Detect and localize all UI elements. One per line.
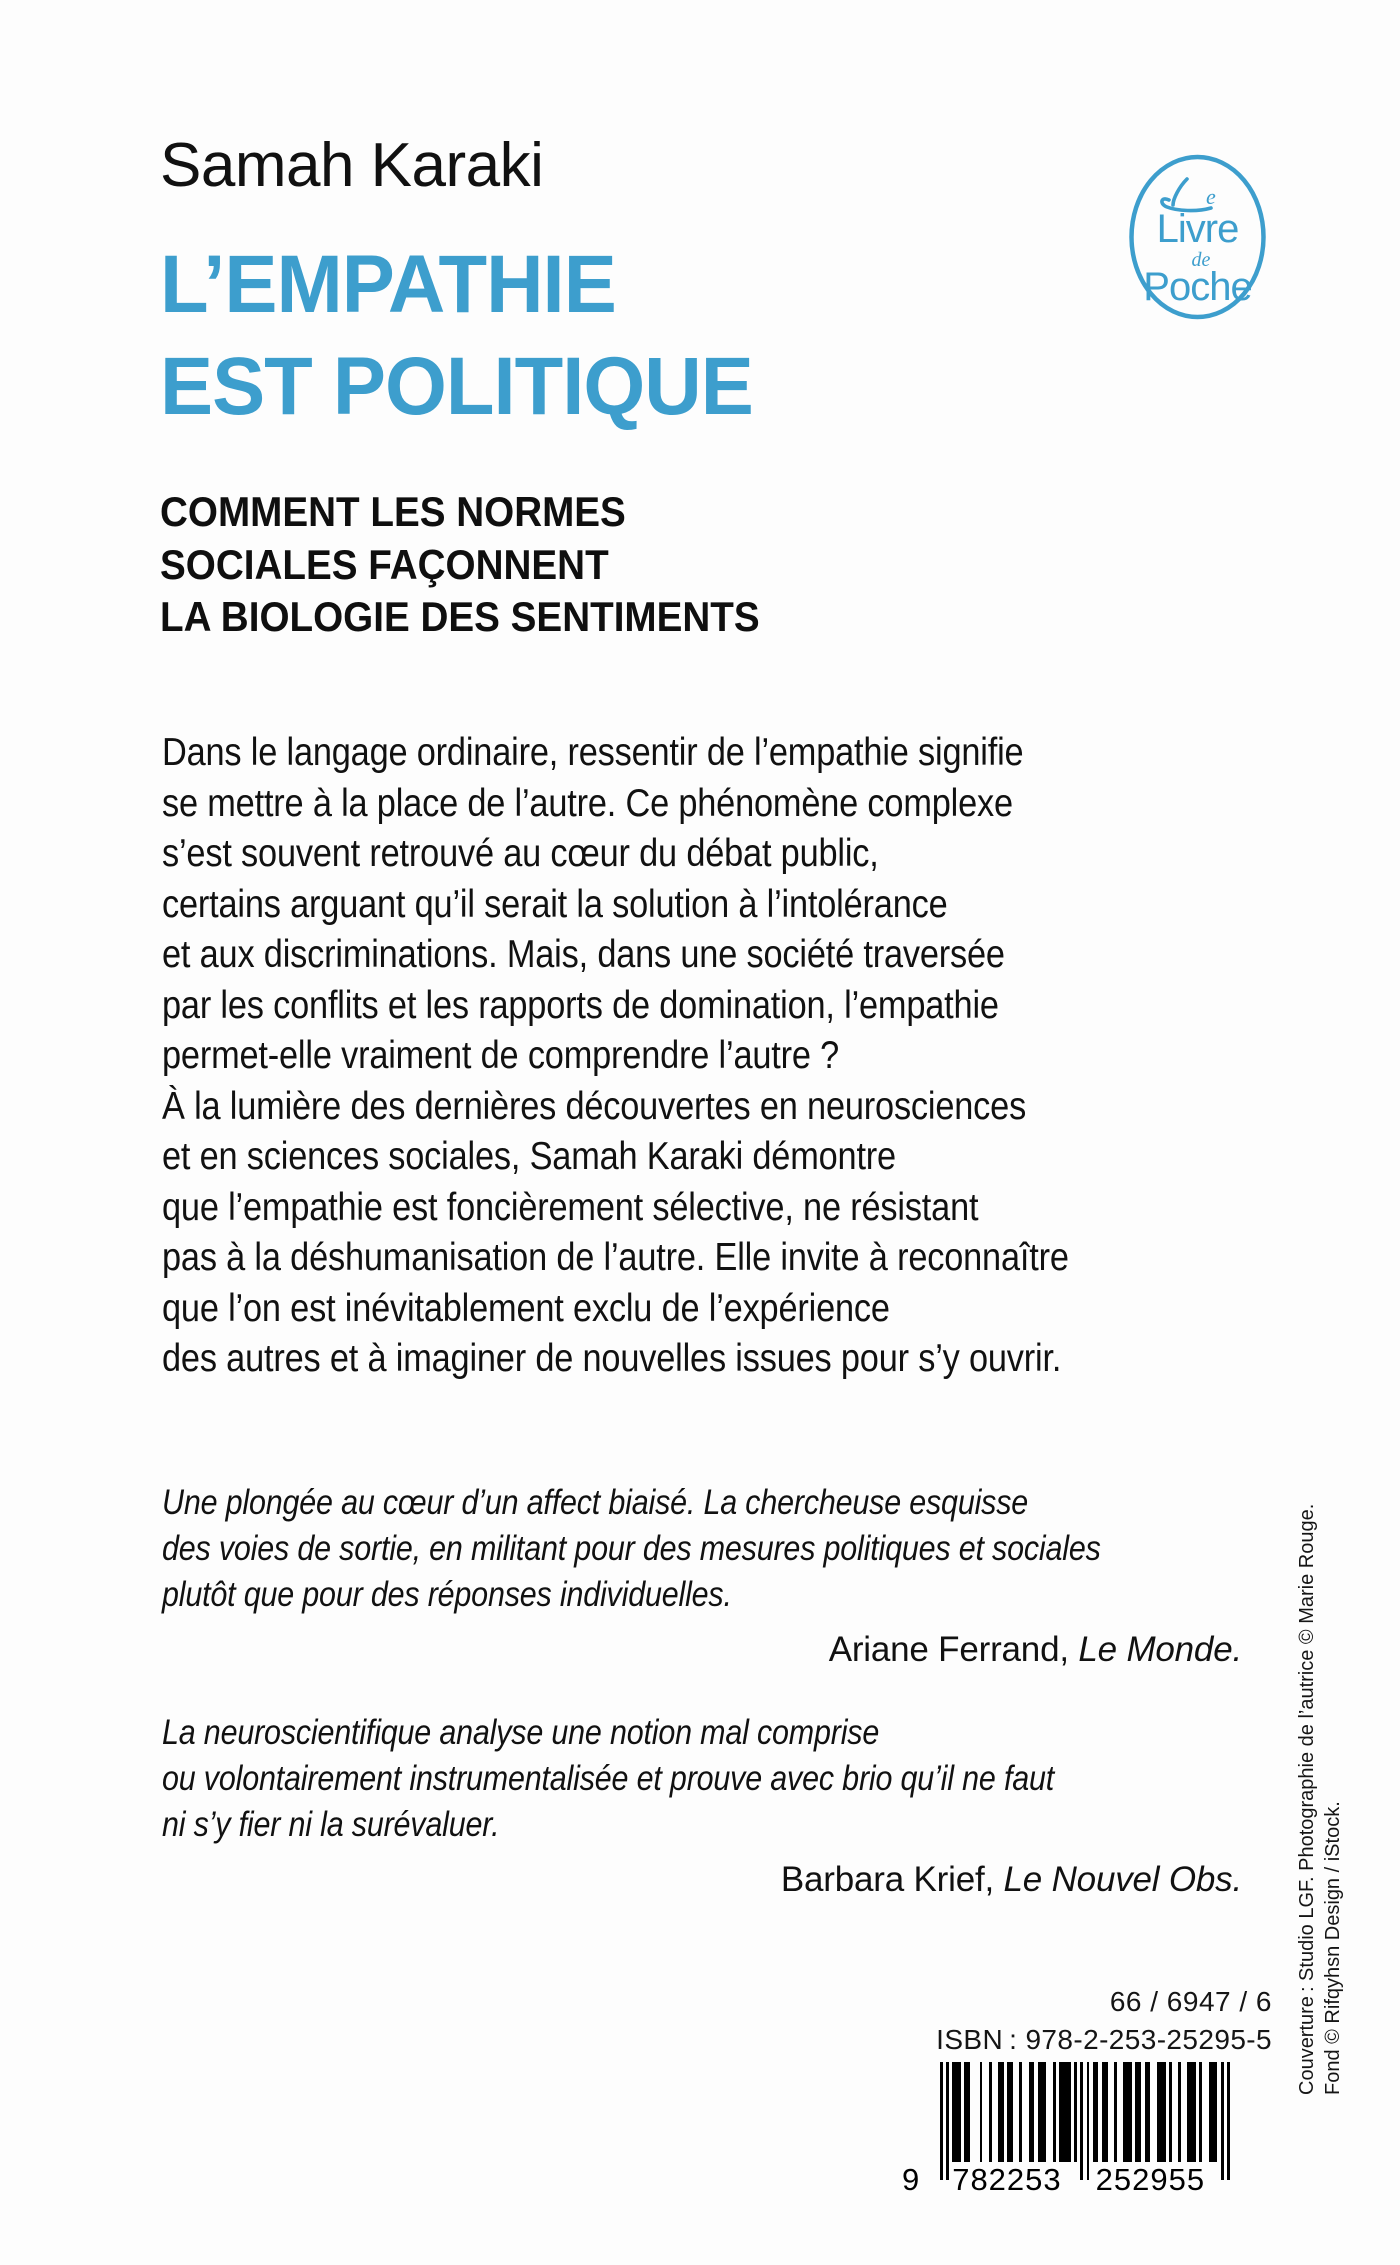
- book-title: [160, 239, 920, 433]
- barcode-bar: [1102, 2062, 1108, 2162]
- quote-line: plutôt que pour des réponses individuelles.: [162, 1575, 732, 1614]
- barcode-right-group: 252955: [1095, 2162, 1206, 2197]
- barcode-lead-digit: 9: [902, 2162, 921, 2197]
- barcode-bar: [989, 2062, 992, 2162]
- quote-credit-2: [162, 1860, 1242, 1900]
- quote-author: Ariane Ferrand,: [828, 1630, 1069, 1669]
- barcode-bar: [1199, 2062, 1202, 2162]
- barcode-left-group: 782253: [952, 2162, 1062, 2197]
- blurb-line: s’est souvent retrouvé au cœur du débat public,: [162, 832, 879, 875]
- barcode-bar: [1038, 2062, 1047, 2162]
- blurb-line: que l’empathie est foncièrement sélective, ne résistant: [162, 1185, 979, 1229]
- barcode-bar: [1019, 2062, 1022, 2162]
- barcode-bar: [952, 2062, 961, 2162]
- vertical-credits: [1274, 1395, 1344, 2095]
- barcode-bar: [998, 2062, 1004, 2162]
- quote-outlet: Le Nouvel Obs.: [1003, 1860, 1242, 1899]
- blurb-line: certains arguant qu’il serait la solution à l’intolérance: [162, 882, 948, 926]
- barcode-bar: [1209, 2062, 1218, 2162]
- blurb-line: et en sciences sociales, Samah Karaki démontre: [162, 1135, 896, 1178]
- blurb-line: que l’on est inévitablement exclu de l’expérience: [162, 1286, 890, 1330]
- blurb-line: À la lumière des dernières découvertes en neurosciences: [162, 1084, 1027, 1128]
- barcode-bar: [1029, 2062, 1035, 2162]
- quote-line: des voies de sortie, en militant pour des mesures politiques et sociales: [162, 1529, 1101, 1568]
- credit-background-line: Fond © Rifqyhsn Design / iStock.: [1322, 1801, 1344, 2095]
- author-name: Samah Karaki: [160, 131, 544, 200]
- barcode-bar: [1074, 2062, 1077, 2162]
- quote-author: Barbara Krief,: [780, 1860, 995, 1899]
- blurb-line: pas à la déshumanisation de l’autre. Elle invite à reconnaître: [162, 1236, 1069, 1279]
- blurb-line: Dans le langage ordinaire, ressentir de l’empathie signifie: [162, 731, 1024, 774]
- barcode-bar: [980, 2062, 983, 2162]
- press-quote-1: [162, 1480, 1282, 1670]
- quote-credit-1: [162, 1630, 1242, 1670]
- blurb-line: par les conflits et les rapports de domination, l’empathie: [162, 983, 999, 1027]
- subtitle-line-3: LA BIOLOGIE DES SENTIMENTS: [160, 593, 760, 640]
- barcode-bar: [1093, 2062, 1099, 2162]
- isbn-number: ISBN : 978-2-253-25295-5: [936, 2023, 1272, 2055]
- subtitle-line-2: SOCIALES FAÇONNENT: [160, 540, 609, 588]
- credit-cover-line: Couverture : Studio LGF. Photographie de l’autrice © Marie Rouge.: [1296, 1503, 1318, 2095]
- barcode-bar: [1157, 2062, 1166, 2162]
- barcode-bar: [1053, 2062, 1056, 2162]
- blurb-line: des autres et à imaginer de nouvelles issues pour s’y ouvrir.: [162, 1337, 1062, 1380]
- barcode-bar: [1178, 2062, 1181, 2162]
- barcode-bar: [1135, 2062, 1141, 2162]
- blurb-line: permet-elle vraiment de comprendre l’autre ?: [162, 1034, 840, 1077]
- svg-text:e: e: [1206, 184, 1216, 209]
- svg-text:Livre: Livre: [1156, 207, 1239, 251]
- svg-text:de: de: [1191, 249, 1211, 271]
- book-subtitle: [160, 486, 1000, 644]
- barcode-bar: [1187, 2062, 1196, 2162]
- press-quote-2: [162, 1710, 1282, 1900]
- quote-line: ou volontairement instrumentalisée et prouve avec brio qu’il ne faut: [162, 1759, 1055, 1798]
- title-line-1: L’EMPATHIE: [160, 239, 616, 330]
- title-line-2: EST POLITIQUE: [160, 341, 753, 433]
- barcode-bar: [1007, 2062, 1013, 2162]
- barcode-bar: [1059, 2062, 1071, 2162]
- barcode-digits: [902, 2162, 1238, 2197]
- quote-line: La neuroscientifique analyse une notion mal comprise: [162, 1713, 880, 1752]
- barcode-bar: [1114, 2062, 1117, 2162]
- isbn-block: [936, 1983, 1272, 2059]
- blurb-line: et aux discriminations. Mais, dans une société traversée: [162, 933, 1005, 976]
- blurb-text: [162, 728, 1272, 1385]
- barcode: [902, 2062, 1230, 2212]
- blurb-line: se mettre à la place de l’autre. Ce phénomène complexe: [162, 781, 1013, 825]
- barcode-bar: [1123, 2062, 1132, 2162]
- subtitle-line-1: COMMENT LES NORMES: [160, 488, 626, 535]
- publisher-logo: [1125, 152, 1270, 322]
- barcode-bar: [1169, 2062, 1172, 2162]
- quote-outlet: Le Monde.: [1078, 1630, 1242, 1669]
- barcode-bar: [1145, 2062, 1151, 2162]
- quote-line: ni s’y fier ni la surévaluer.: [162, 1805, 500, 1844]
- quote-line: Une plongée au cœur d’un affect biaisé. La chercheuse esquisse: [162, 1483, 1029, 1522]
- publisher-code: 66 / 6947 / 6: [1109, 1986, 1272, 2017]
- svg-text:Poche: Poche: [1143, 265, 1252, 309]
- barcode-bar: [964, 2062, 970, 2162]
